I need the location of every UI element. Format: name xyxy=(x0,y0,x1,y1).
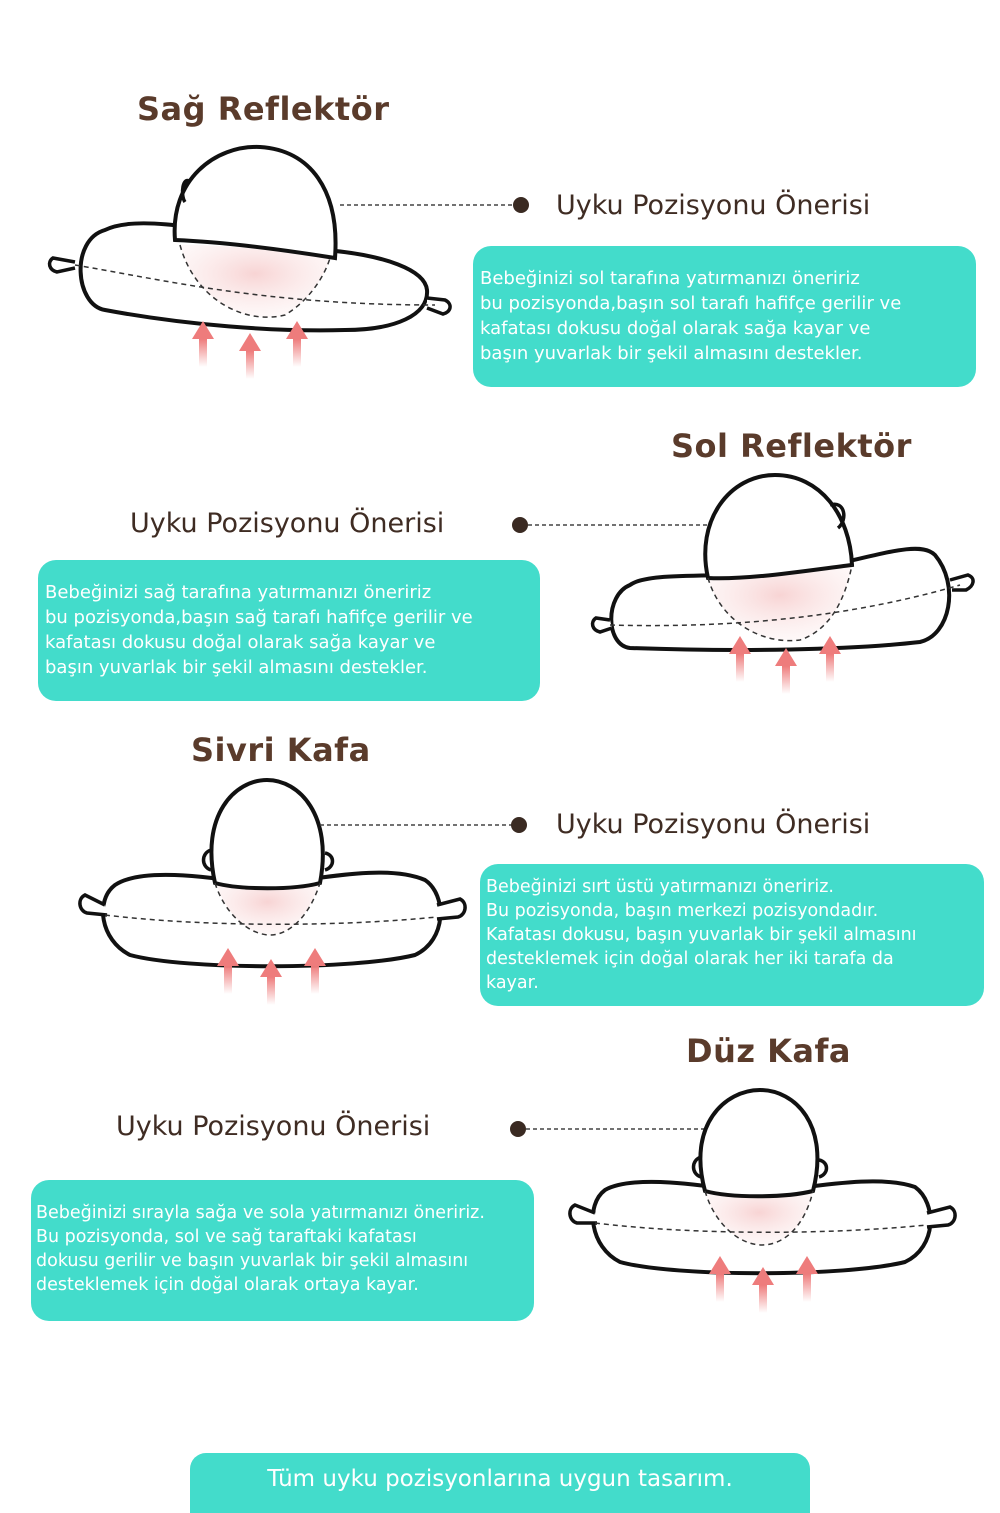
description-text: Bebeğinizi sağ tarafına yatırmanızı öneririz bu pozisyonda,başın sağ tarafı hafifçe gerilir ve kafatası dokusu doğal olarak sağa kayar ve başın yuvarlak bir şekil almasını destekler. xyxy=(45,582,473,678)
pillow-head-flat-icon xyxy=(565,1085,965,1315)
pillow-head-centered-icon xyxy=(75,775,475,1005)
description-card xyxy=(473,246,976,387)
description-card xyxy=(38,560,540,701)
connector-line xyxy=(320,815,532,835)
recommendation-label: Uyku Pozisyonu Önerisi xyxy=(130,508,445,539)
section-title-sol-reflektor: Sol Reflektör xyxy=(671,427,912,465)
description-card xyxy=(31,1180,534,1321)
section-title-sivri-kafa: Sivri Kafa xyxy=(191,731,371,769)
recommendation-label: Uyku Pozisyonu Önerisi xyxy=(116,1111,431,1142)
footer-banner: Tüm uyku pozisyonlarına uygun tasarım. xyxy=(190,1453,810,1513)
section-title-sag-reflektor: Sağ Reflektör xyxy=(137,90,390,128)
section-title-duz-kafa: Düz Kafa xyxy=(686,1032,852,1070)
pillow-head-tilted-left-icon xyxy=(45,140,465,380)
description-text: Bebeğinizi sol tarafına yatırmanızı öneririz bu pozisyonda,başın sol tarafı hafifçe gerilir ve kafatası dokusu doğal olarak sağa kayar ve başın yuvarlak bir şekil almasını destekler. xyxy=(480,268,902,364)
description-text: Bebeğinizi sırt üstü yatırmanızı öneririz. Bu pozisyonda, başın merkezi pozisyondadır. Kafatası dokusu, başın yuvarlak bir şekil almasını desteklemek için doğal olarak her iki tarafa da kayar. xyxy=(486,877,917,993)
recommendation-label: Uyku Pozisyonu Önerisi xyxy=(556,809,871,840)
pillow-head-tilted-right-icon xyxy=(590,470,990,700)
description-card xyxy=(480,864,984,1006)
connector-line xyxy=(340,195,535,215)
recommendation-label: Uyku Pozisyonu Önerisi xyxy=(556,190,871,221)
description-text: Bebeğinizi sırayla sağa ve sola yatırmanızı öneririz. Bu pozisyonda, sol ve sağ taraftaki kafatası dokusu gerilir ve başın yuvarlak bir şekil almasını desteklemek için doğal olarak ortaya kayar. xyxy=(36,1203,485,1295)
